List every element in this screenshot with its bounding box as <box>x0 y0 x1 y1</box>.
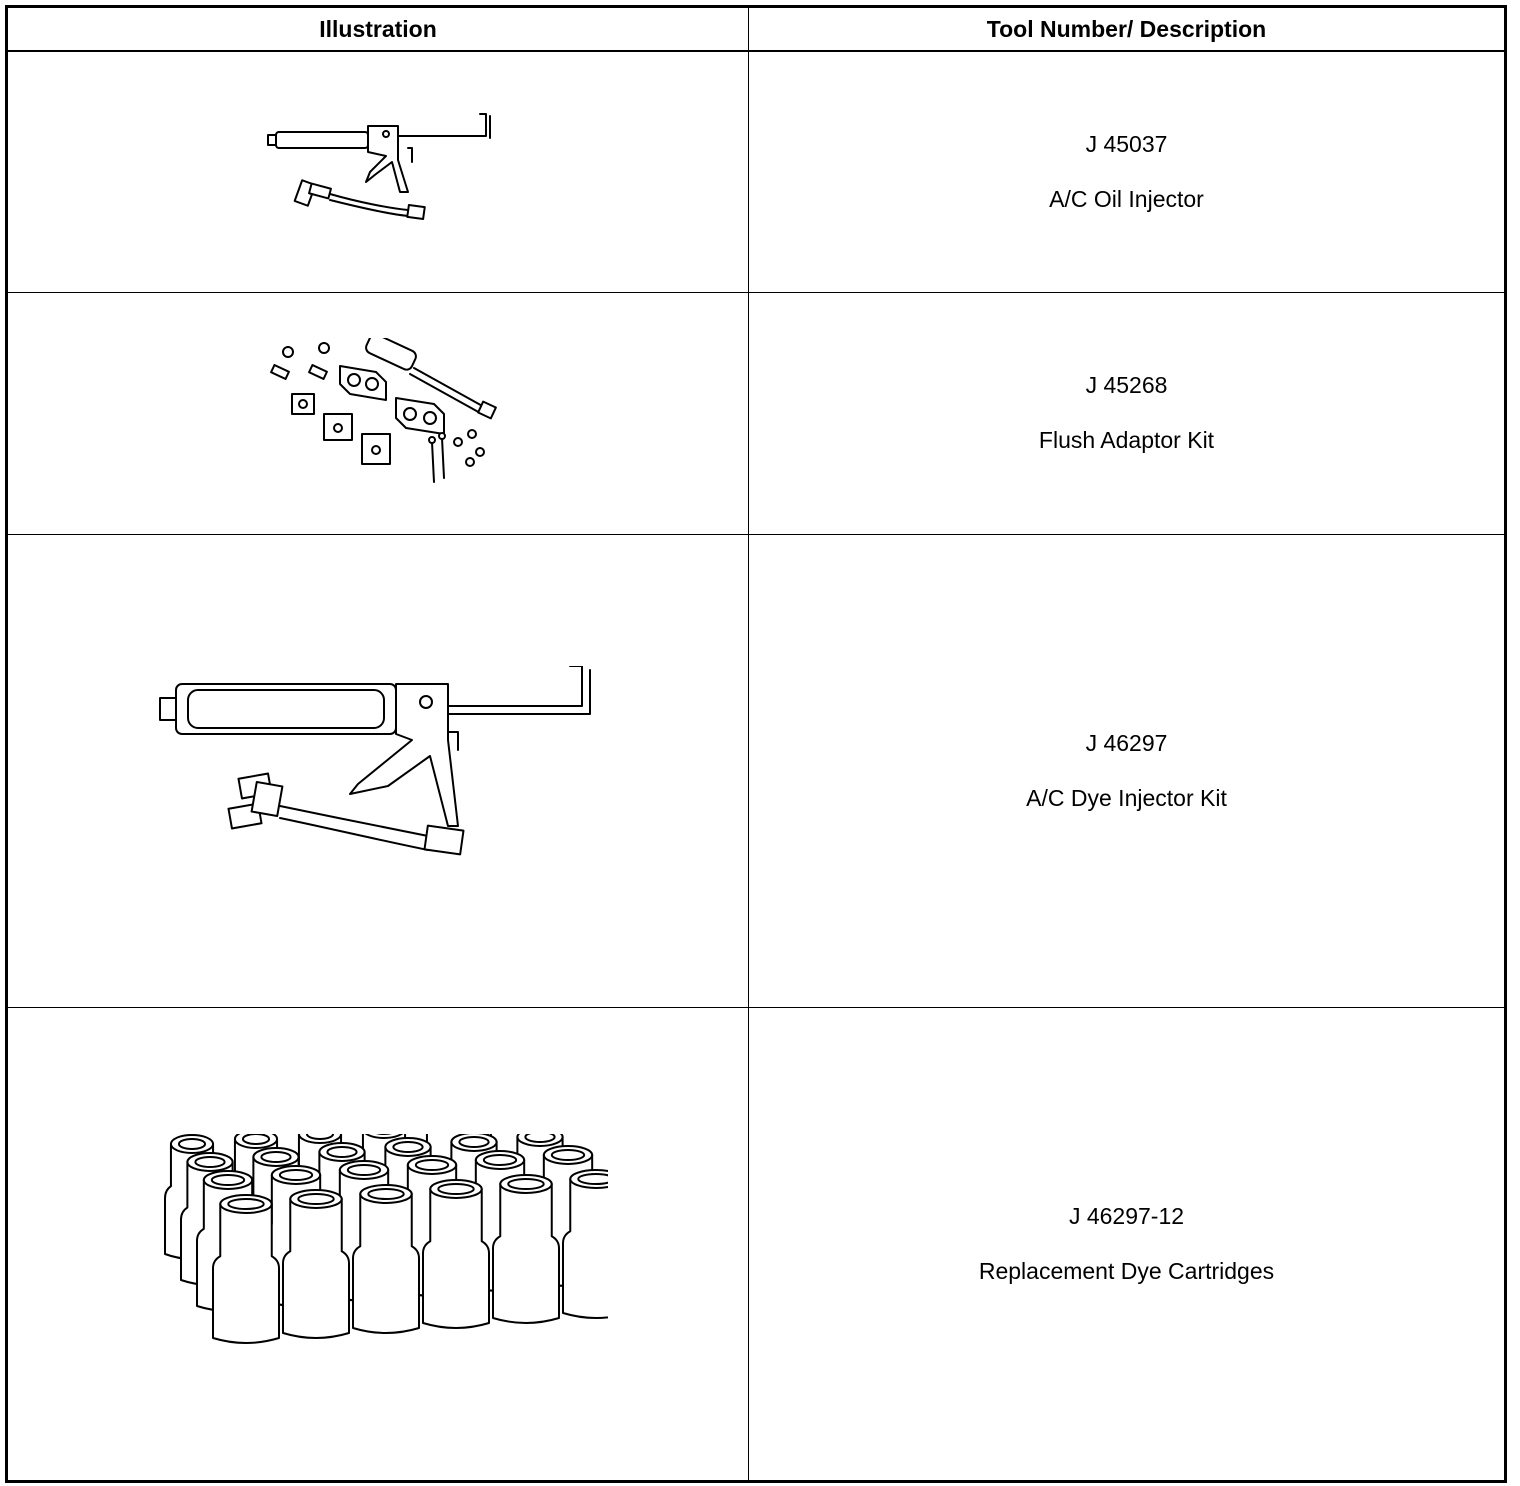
tool-description: A/C Oil Injector <box>1049 185 1204 212</box>
tool-description: A/C Dye Injector Kit <box>1026 784 1227 811</box>
illustration-cell <box>7 1007 749 1481</box>
illustration-cell <box>7 51 749 292</box>
oil-injector-gun-with-hose-illustration <box>258 112 498 232</box>
tool-description-cell <box>749 1007 1506 1481</box>
tool-table <box>5 5 1507 1483</box>
dye-cartridge <box>213 1195 279 1343</box>
tool-number: J 46297 <box>1085 729 1168 756</box>
header-row <box>7 7 1506 52</box>
dye-cartridges-illustration <box>148 1134 608 1354</box>
illustration-cell <box>7 534 749 1007</box>
table-row <box>7 292 1506 534</box>
dye-cartridge <box>353 1185 419 1333</box>
dye-cartridge <box>283 1190 349 1338</box>
tool-number: J 46297-12 <box>1068 1202 1185 1229</box>
tool-description: Replacement Dye Cartridges <box>978 1257 1275 1284</box>
table-row <box>7 1007 1506 1481</box>
illustration-cell <box>7 292 749 534</box>
header-tool-number-description: Tool Number/ Description <box>749 7 1506 52</box>
dye-injector-gun-with-hose-illustration <box>158 666 598 876</box>
header-illustration: Illustration <box>7 7 749 52</box>
tool-description-cell <box>749 51 1506 292</box>
tool-number: J 45037 <box>1085 130 1168 157</box>
tool-description-cell <box>749 292 1506 534</box>
dye-cartridge <box>493 1175 559 1323</box>
table-row <box>7 534 1506 1007</box>
tool-number: J 45268 <box>1085 372 1168 398</box>
tool-description: Flush Adaptor Kit <box>1038 427 1215 453</box>
dye-cartridge <box>563 1170 608 1318</box>
tool-description-cell <box>749 534 1506 1007</box>
table-row <box>7 51 1506 292</box>
flush-adaptor-kit-illustration <box>258 338 498 488</box>
dye-cartridge <box>423 1180 489 1328</box>
